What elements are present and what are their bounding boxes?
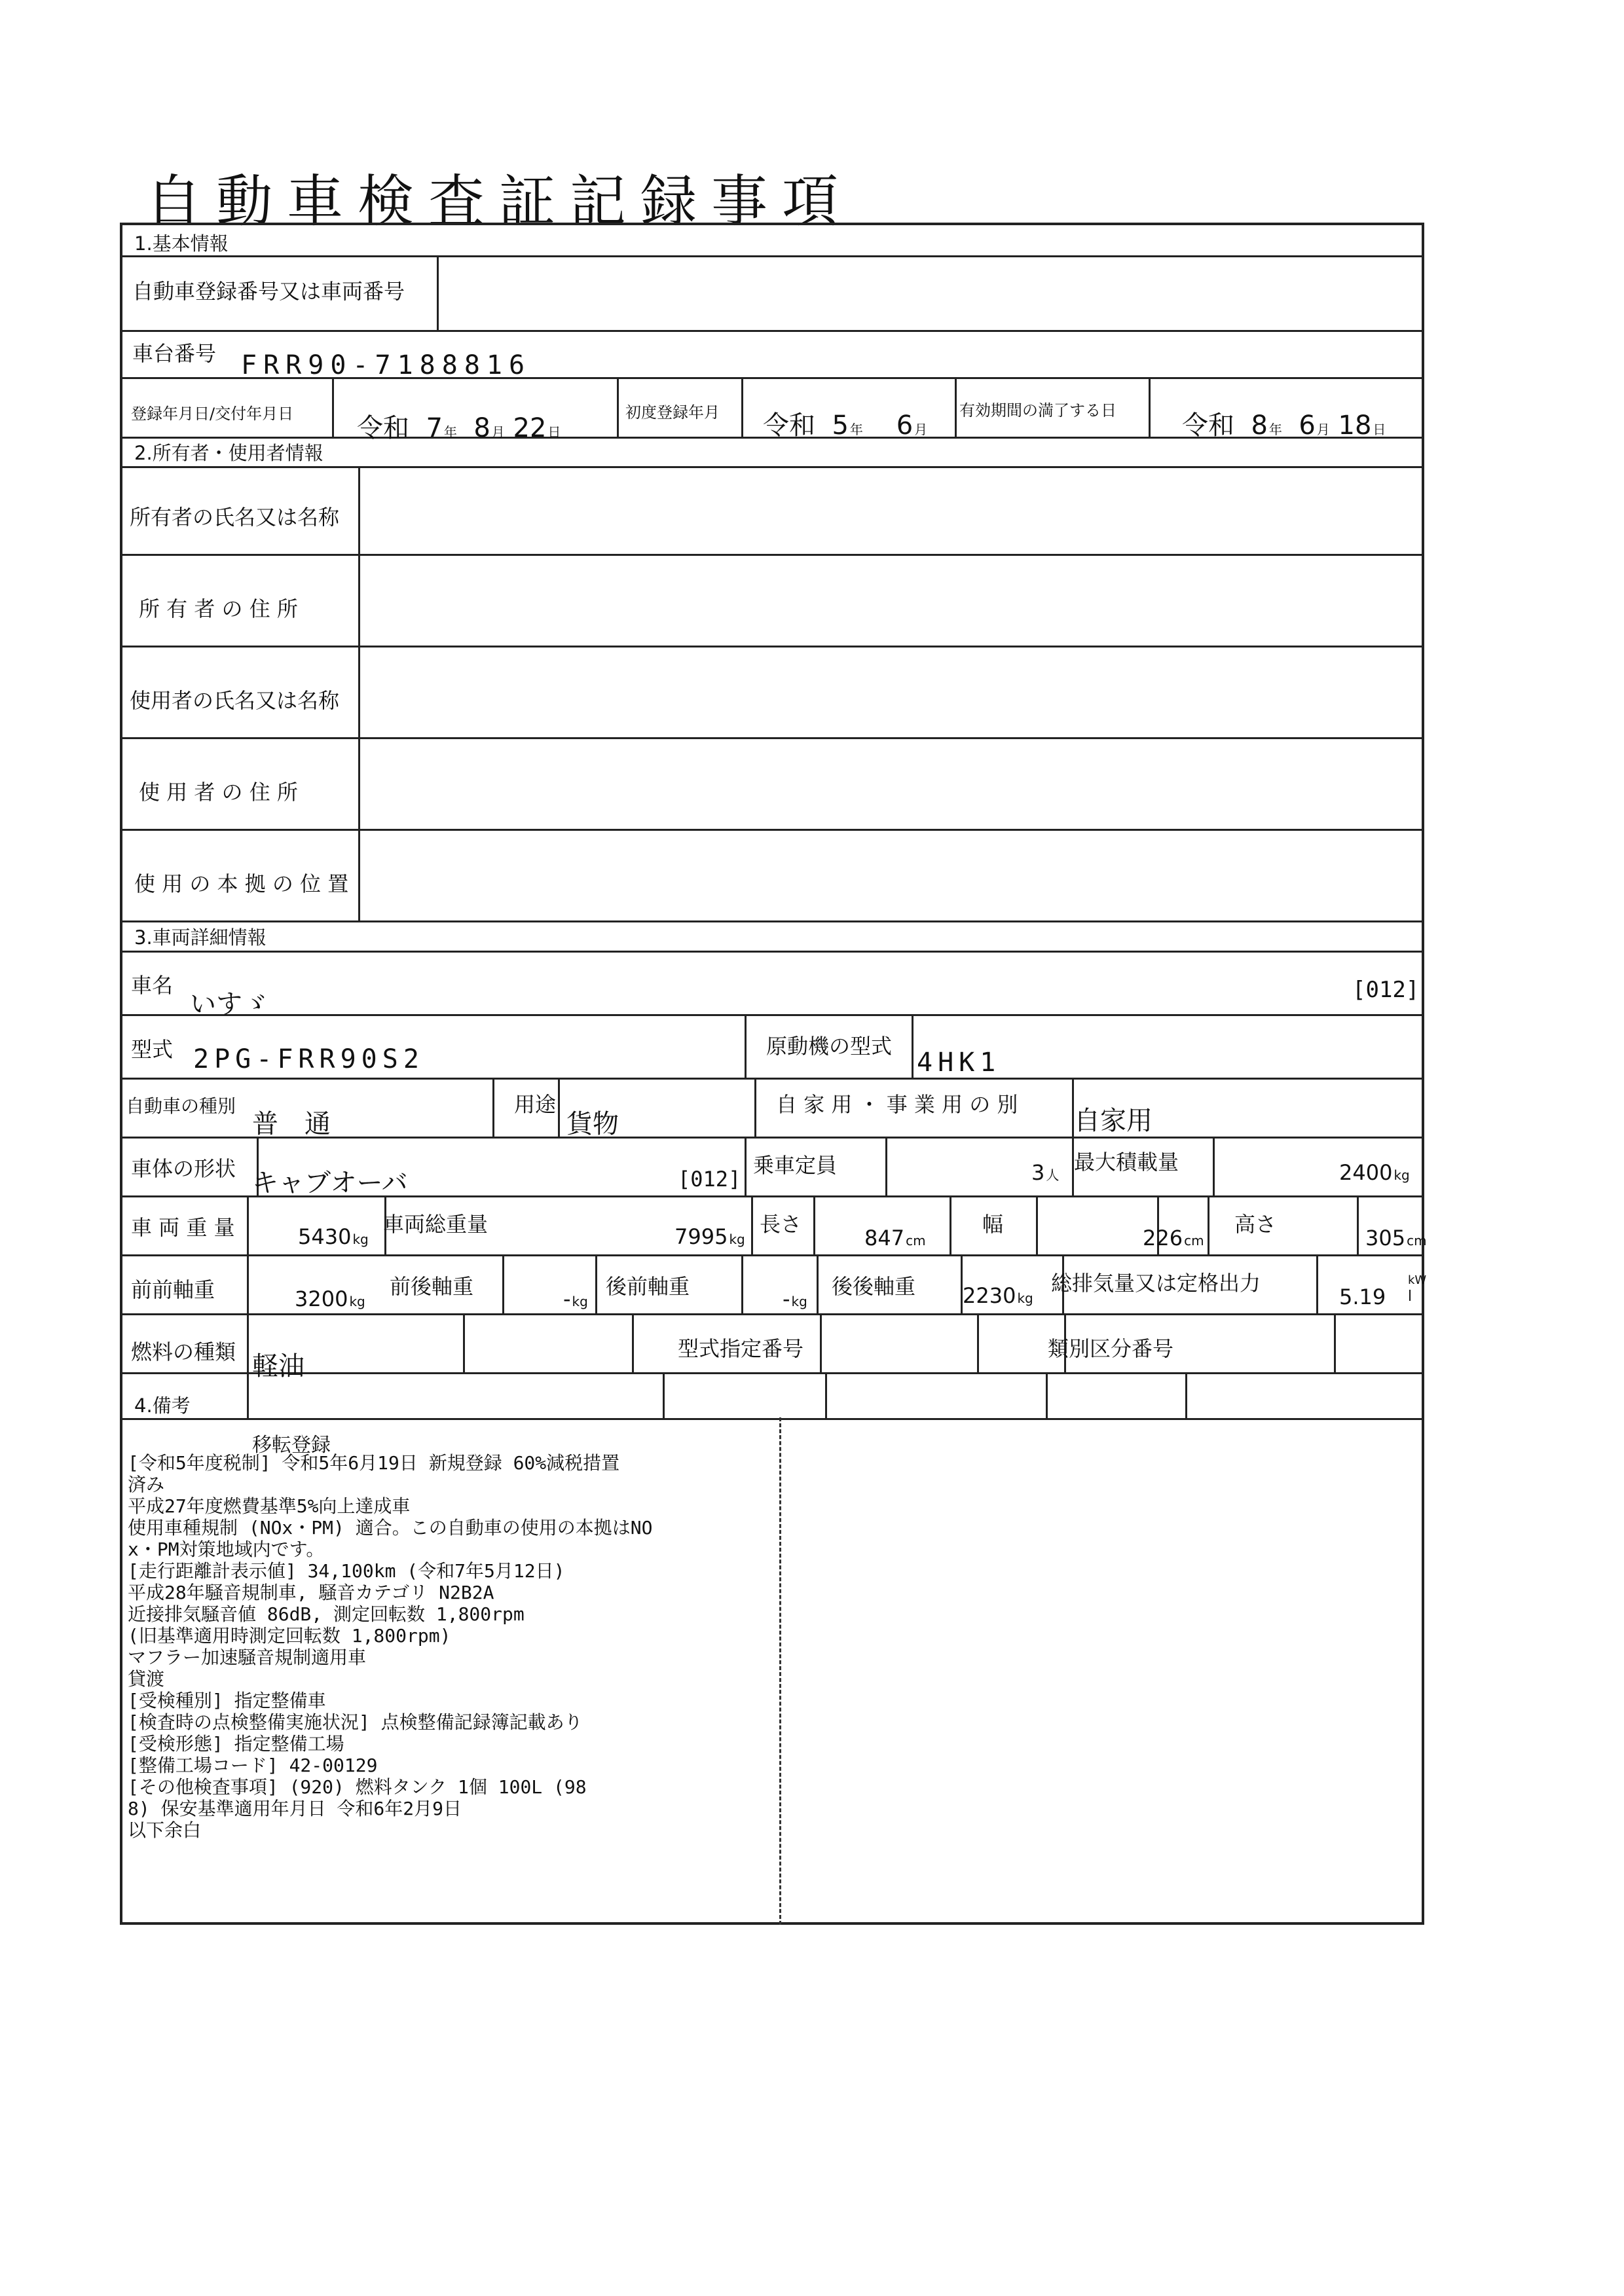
width-label: 幅 [982, 1212, 1004, 1237]
class-number-label: 類別区分番号 [1048, 1336, 1174, 1361]
front-front-axle-label: 前前軸重 [131, 1277, 215, 1302]
width-value: 226 cm [1143, 1226, 1204, 1250]
chassis-label: 車台番号 [132, 341, 217, 366]
vehicle-name-label: 車名 [131, 973, 174, 998]
remarks-line: x・PM対策地域内です。 [128, 1539, 325, 1560]
max-load-label: 最大積載量 [1074, 1150, 1179, 1175]
remarks-line: 近接排気騒音値 86dB, 測定回転数 1,800rpm [128, 1603, 525, 1625]
engine-type-value: 4HK1 [917, 1048, 1001, 1078]
remarks-line: 平成27年度燃費基準5%向上達成車 [128, 1495, 411, 1517]
section-detail-heading: 3.車両詳細情報 [134, 926, 267, 949]
remarks-line: [受検形態] 指定整備工場 [128, 1733, 344, 1755]
rear-rear-axle-label: 後後軸重 [832, 1274, 916, 1299]
user-name-label: 使用者の氏名又は名称 [130, 688, 340, 713]
document-title: 自動車検査証記録事項 [145, 169, 853, 234]
remarks-line: 8) 保安基準適用年月日 令和6年2月9日 [128, 1798, 462, 1819]
vehicle-weight-value: 5430 kg [298, 1224, 369, 1249]
base-location-label: 使 用 の 本 拠 の 位 置 [134, 871, 349, 896]
remarks-line: [整備工場コード] 42-00129 [128, 1755, 378, 1776]
remarks-line: [令和5年度税制] 令和5年6月19日 新規登録 60%減税措置 [128, 1452, 620, 1474]
rear-front-axle-label: 後前軸重 [606, 1274, 690, 1299]
private-business-value: 自家用 [1074, 1106, 1153, 1136]
capacity-value: 3 人 [1031, 1160, 1060, 1185]
vehicle-name-code: [012] [1352, 977, 1420, 1003]
section-remarks-heading: 4.備考 [134, 1394, 191, 1417]
remarks-line: [その他検査事項] (920) 燃料タンク 1個 100L (98 [128, 1776, 587, 1798]
remarks-line: 貸渡 [128, 1668, 165, 1690]
use-value: 貨物 [566, 1109, 619, 1139]
engine-type-label: 原動機の型式 [766, 1034, 893, 1059]
remarks-line: [走行距離計表示値] 34,100km (令和7年5月12日) [128, 1560, 565, 1582]
front-rear-axle-label: 前後軸重 [390, 1274, 474, 1299]
section-owner-heading: 2.所有者・使用者情報 [134, 442, 323, 464]
model-value: 2PG-FRR90S2 [193, 1044, 424, 1074]
front-front-axle-value: 3200 kg [295, 1286, 365, 1311]
rear-front-axle-value: - kg [783, 1286, 807, 1311]
remarks-text [128, 1452, 783, 1841]
first-reg-label: 初度登録年月 [625, 403, 720, 422]
rear-rear-axle-value: 2230 kg [963, 1283, 1033, 1308]
expiry-value: 令和 8 年 6 月 18 日 [1182, 410, 1386, 441]
capacity-label: 乗車定員 [753, 1153, 838, 1178]
displacement-unit-kw: kW [1408, 1273, 1427, 1287]
length-value: 847 cm [864, 1226, 926, 1250]
section-basic-heading: 1.基本情報 [134, 232, 229, 255]
type-designation-label: 型式指定番号 [678, 1336, 804, 1361]
displacement-value: 5.19 [1339, 1285, 1386, 1309]
remarks-line: [受検種別] 指定整備車 [128, 1690, 326, 1711]
issue-date-label: 登録年月日/交付年月日 [131, 405, 294, 423]
vehicle-name-value: いすゞ [190, 989, 268, 1019]
max-load-value: 2400 kg [1339, 1160, 1410, 1185]
vehicle-kind-label: 自動車の種別 [126, 1095, 236, 1117]
length-label: 長さ [760, 1212, 802, 1237]
height-value: 305 cm [1365, 1226, 1427, 1250]
remarks-line: マフラー加速騒音規制適用車 [128, 1647, 367, 1668]
gross-weight-label: 車両総重量 [383, 1212, 489, 1237]
body-shape-code: [012] [678, 1167, 741, 1192]
user-address-label: 使 用 者 の 住 所 [139, 780, 298, 805]
height-label: 高さ [1234, 1212, 1277, 1237]
remarks-line: 以下余白 [128, 1819, 202, 1841]
gross-weight-value: 7995 kg [674, 1224, 745, 1249]
body-shape-label: 車体の形状 [131, 1156, 236, 1181]
model-label: 型式 [131, 1037, 174, 1062]
remarks-line: (旧基準適用時測定回転数 1,800rpm) [128, 1625, 451, 1647]
remarks-line: 使用車種規制 (NOx・PM) 適合。この自動車の使用の本拠はNO [128, 1517, 653, 1539]
remarks-line: 済み [128, 1474, 165, 1495]
front-rear-axle-value: - kg [563, 1286, 588, 1311]
issue-date-value: 令和 7 年 8 月 22 日 [357, 413, 561, 443]
expiry-label: 有効期間の満了する日 [959, 401, 1116, 420]
vehicle-kind-value: 普 通 [252, 1109, 331, 1139]
remarks-heading: 移転登録 [252, 1434, 331, 1457]
vehicle-weight-label: 車 両 重 量 [131, 1215, 235, 1240]
remarks-line: 平成28年騒音規制車, 騒音カテゴリ N2B2A [128, 1582, 494, 1603]
reg-no-label: 自動車登録番号又は車両番号 [132, 279, 405, 304]
private-business-label: 自 家 用 ・ 事 業 用 の 別 [776, 1092, 1018, 1117]
owner-address-label: 所 有 者 の 住 所 [139, 596, 298, 621]
fuel-type-value: 軽油 [252, 1351, 304, 1381]
body-shape-value: キャブオーバ [252, 1168, 408, 1198]
owner-name-label: 所有者の氏名又は名称 [130, 505, 340, 530]
displacement-unit-l: l [1408, 1288, 1412, 1305]
fuel-type-label: 燃料の種類 [131, 1339, 236, 1364]
remarks-line: [検査時の点検整備実施状況] 点検整備記録簿記載あり [128, 1711, 583, 1733]
displacement-label: 総排気量又は定格出力 [1051, 1271, 1261, 1296]
chassis-value: FRR90-7188816 [241, 350, 532, 380]
use-label: 用途 [514, 1092, 557, 1117]
first-reg-value: 令和 5 年 6 月 [763, 410, 928, 441]
